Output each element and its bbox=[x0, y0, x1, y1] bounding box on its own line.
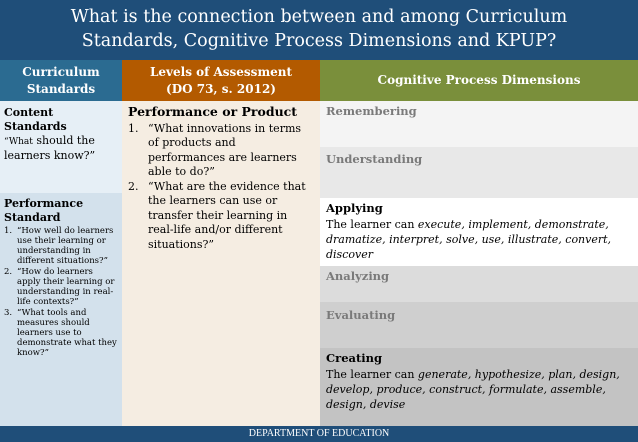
header-cognitive-text: Cognitive Process Dimensions bbox=[377, 73, 581, 87]
content-standards-cell bbox=[0, 101, 122, 193]
footer-department: DEPARTMENT OF EDUCATION bbox=[0, 426, 638, 442]
remembering-label: Remembering bbox=[326, 104, 417, 118]
list-item bbox=[4, 308, 118, 358]
cognitive-evaluating-row bbox=[320, 302, 638, 348]
list-item-text: “How do learners apply their learning or understanding in real-life contexts?” bbox=[17, 267, 115, 307]
evaluating-label: Evaluating bbox=[326, 308, 396, 322]
list-item-number: 1. bbox=[4, 226, 13, 236]
list-item-text: “What are the evidence that the learners can use or transfer their learning in real-life and/or different situations?” bbox=[148, 179, 306, 251]
list-item-number: 2. bbox=[128, 179, 139, 193]
applying-label: Applying bbox=[326, 201, 383, 215]
applying-verbs: execute, implement, demonstrate, dramatize, interpret, solve, use, illustrate, convert, discover bbox=[326, 217, 612, 261]
applying-description bbox=[326, 217, 632, 262]
header-curriculum-line1: Curriculum bbox=[22, 64, 100, 79]
header-levels-line1: Levels of Assessment bbox=[149, 64, 293, 79]
slide-title bbox=[0, 0, 638, 60]
performance-standard-label-line1: Performance bbox=[4, 197, 84, 210]
list-item bbox=[4, 267, 118, 307]
slide-title-line1: What is the connection between and among Curriculum bbox=[70, 7, 568, 27]
content-standards-label-line1: Content bbox=[4, 106, 54, 119]
list-item bbox=[128, 180, 314, 253]
header-curriculum-standards bbox=[0, 60, 122, 101]
slide-title-line2: Standards, Cognitive Process Dimensions and KPUP? bbox=[81, 31, 557, 51]
list-item-text: “How well do learners use their learning or understanding in different situations?” bbox=[17, 226, 114, 266]
applying-lead: The learner can bbox=[326, 217, 418, 231]
list-item-text: “What tools and measures should learners use to demonstrate what they know?” bbox=[17, 308, 117, 358]
performance-standard-cell bbox=[0, 193, 122, 426]
creating-label: Creating bbox=[326, 351, 383, 365]
understanding-label: Understanding bbox=[326, 152, 423, 166]
header-cognitive-process-dimensions bbox=[320, 60, 638, 101]
creating-description bbox=[326, 367, 632, 412]
header-levels-line2: (DO 73, s. 2012) bbox=[166, 81, 276, 96]
performance-standard-list bbox=[4, 226, 118, 358]
content-standards-label-line2: Standards bbox=[4, 120, 67, 133]
levels-question-list bbox=[128, 122, 314, 253]
content-standards-question bbox=[4, 134, 118, 163]
list-item-number: 1. bbox=[128, 121, 139, 135]
content-standards-question-prefix: “What bbox=[4, 137, 33, 147]
list-item-text: “What innovations in terms of products and performances are learners able to do?” bbox=[148, 121, 302, 178]
analyzing-label: Analyzing bbox=[326, 269, 390, 283]
cognitive-applying-row bbox=[320, 198, 638, 266]
list-item bbox=[4, 226, 118, 266]
cognitive-analyzing-row bbox=[320, 266, 638, 302]
list-item bbox=[128, 122, 314, 180]
header-levels-of-assessment bbox=[122, 60, 320, 101]
levels-of-assessment-cell bbox=[122, 101, 320, 426]
creating-verbs: generate, hypothesize, plan, design, develop, produce, construct, formulate, assemble, design, devise bbox=[326, 367, 620, 411]
cognitive-remembering-row bbox=[320, 101, 638, 147]
performance-standard-label-line2: Standard bbox=[4, 211, 61, 224]
list-item-number: 2. bbox=[4, 267, 13, 277]
cognitive-creating-row bbox=[320, 348, 638, 426]
cognitive-understanding-row bbox=[320, 147, 638, 198]
content-standards-question-rest: should the learners know?” bbox=[4, 134, 96, 162]
performance-or-product-title: Performance or Product bbox=[128, 104, 298, 119]
header-curriculum-line2: Standards bbox=[26, 81, 96, 96]
list-item-number: 3. bbox=[4, 308, 13, 318]
creating-lead: The learner can bbox=[326, 367, 418, 381]
